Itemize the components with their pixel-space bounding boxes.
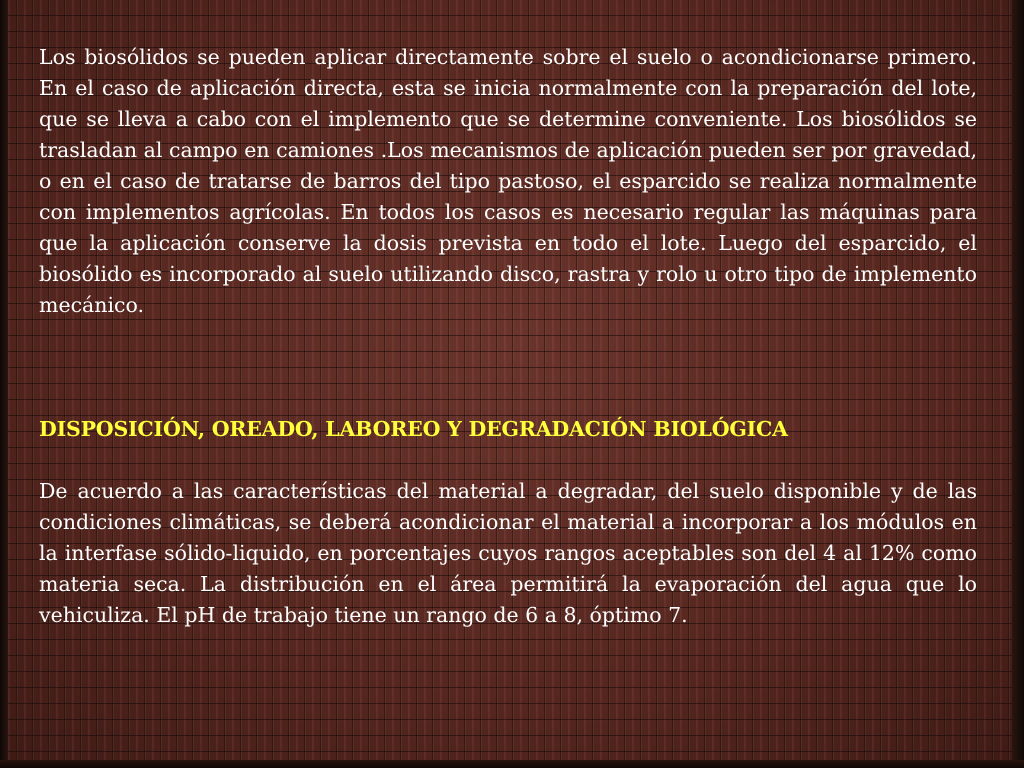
slide-bottom-edge — [0, 760, 1024, 768]
paragraph-degradation: De acuerdo a las características del material a degradar, del suelo disponible y de las condiciones climáticas, se deberá acondicionar el material a incorporar a los módulos en la interfase sólido-liquido, en porcentajes cuyos rangos aceptables son del 4 al 12% como materia seca. La distribución en el área permitirá la evaporación del agua que lo vehiculiza. El pH de trabajo tiene un rango de 6 a 8, óptimo 7. — [39, 479, 977, 627]
section-heading: DISPOSICIÓN, OREADO, LABOREO Y DEGRADACIÓN BIOLÓGICA — [39, 417, 788, 441]
paragraph-biosolids-application: Los biosólidos se pueden aplicar directamente sobre el suelo o acondicionarse primero. En el caso de aplicación directa, esta se inicia normalmente con la preparación del lote, que se lleva a cabo con el implemento que se determine conveniente. Los biosólidos se trasladan al campo en camiones .Los mecanismos de aplicación pueden ser por gravedad, o en el caso de tratarse de barros del tipo pastoso, el esparcido se realiza normalmente con implementos agrícolas. En todos los casos es necesario regular las máquinas para que la aplicación conserve la dosis prevista en todo el lote. Luego del esparcido, el biosólido es incorporado al suelo utilizando disco, rastra y rolo u otro tipo de implemento mecánico. — [39, 45, 977, 317]
slide-content — [39, 42, 977, 631]
slide-left-edge — [0, 0, 8, 768]
slide-right-edge — [1012, 0, 1024, 768]
